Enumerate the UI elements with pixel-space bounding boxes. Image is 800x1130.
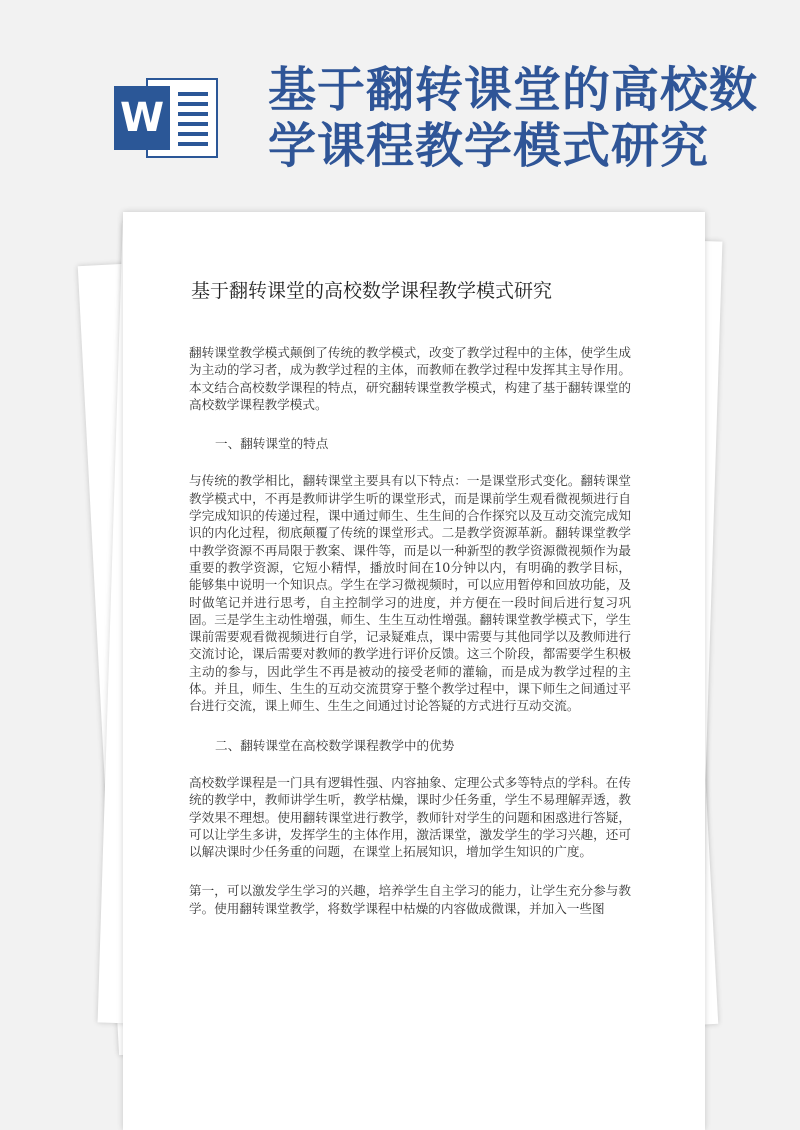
word-document-icon <box>110 68 220 168</box>
paragraph-advantages: 高校数学课程是一门具有逻辑性强、内容抽象、定理公式多等特点的学科。在传统的教学中，教师讲学生听，教学枯燥，课时少任务重，学生不易理解弄透，教学效果不理想。使用翻转课堂进行教学，教师针对学生的问题和困惑进行答疑，可以让学生多讲，发挥学生的主体作用，激活课堂，激发学生的学习兴趣，还可以解决课时少任务重的问题，在课堂上拓展知识，增加学生知识的广度。 <box>189 774 631 860</box>
paragraph-first-point: 第一，可以激发学生学习的兴趣，培养学生自主学习的能力，让学生充分参与教学。使用翻转课堂教学，将数学课程中枯燥的内容做成微课，并加入一些图 <box>189 883 631 916</box>
header-title: 基于翻转课堂的高校数学课程教学模式研究 <box>268 62 759 174</box>
document-title: 基于翻转课堂的高校数学课程教学模式研究 <box>191 280 553 302</box>
section-heading-2: 二、翻转课堂在高校数学课程教学中的优势 <box>215 737 455 753</box>
document-body <box>189 344 631 939</box>
document-page <box>123 212 705 1130</box>
section-heading-1: 一、翻转课堂的特点 <box>215 436 329 452</box>
paragraph-abstract: 翻转课堂教学模式颠倒了传统的教学模式，改变了教学过程中的主体，使学生成为主动的学习者，成为教学过程的主体，而教师在教学过程中发挥其主导作用。本文结合高校数学课程的特点，研究翻转课堂教学模式，构建了基于翻转课堂的高校数学课程教学模式。 <box>189 345 631 412</box>
paragraph-features: 与传统的教学相比，翻转课堂主要具有以下特点：一是课堂形式变化。翻转课堂教学模式中，不再是教师讲学生听的课堂形式，而是课前学生观看微视频进行自学完成知识的传递过程，课中通过师生、生生间的合作探究以及互动交流完成知识的内化过程，彻底颠覆了传统的课堂形式。二是教学资源革新。翻转课堂教学中教学资源不再局限于教案、课件等，而是以一种新型的教学资源微视频作为最重要的教学资源，它短小精悍，播放时间在10分钟以内，有明确的教学目标，能够集中说明一个知识点。学生在学习微视频时，可以应用暂停和回放功能，及时做笔记并进行思考，自主控制学习的进度，并方便在一段时间后进行复习巩固。三是学生主动性增强，师生、生生互动性增强。翻转课堂教学模式下，学生课前需要观看微视频进行自学，记录疑难点，课中需要与其他同学以及教师进行交流讨论，课后需要对教师的教学进行评价反馈。这三个阶段，都需要学生积极主动的参与，因此学生不再是被动的接受老师的灌输，而是成为教学过程的主体。并且，师生、生生的互动交流贯穿于整个教学过程中，课下师生之间通过平台进行交流，课上师生、生生之间通过讨论答疑的方式进行互动交流。 <box>189 473 631 714</box>
word-w-badge: W <box>114 86 170 150</box>
